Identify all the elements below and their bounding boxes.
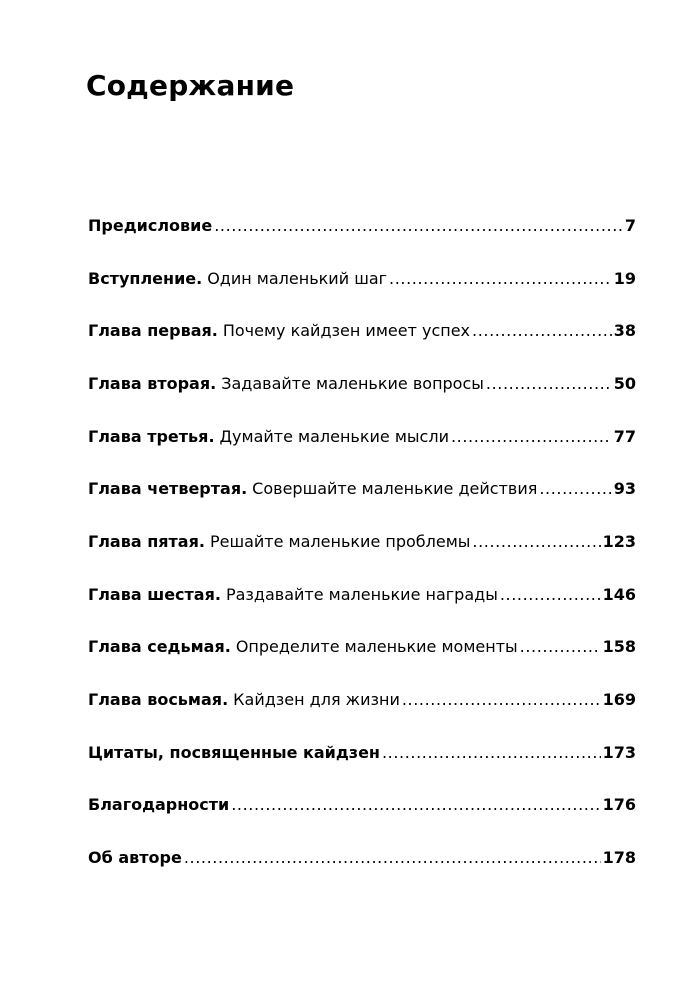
dot-leader	[539, 476, 611, 502]
toc-entry-preface[interactable]	[88, 213, 636, 239]
toc-entry-page: 146	[602, 584, 636, 604]
toc-entry-label: Цитаты, посвященные кайдзен	[88, 742, 380, 762]
toc-entry-page: 178	[602, 847, 636, 867]
toc-entry-page: 173	[602, 742, 636, 762]
toc-entry-page: 19	[613, 268, 636, 288]
toc-entry-chapter-1[interactable]	[88, 318, 636, 344]
toc-entry-page: 38	[613, 321, 636, 341]
dot-leader	[231, 792, 600, 818]
toc-entry-chapter-6[interactable]	[88, 582, 636, 608]
toc-entry-page: 123	[602, 531, 636, 551]
toc-entry-chapter-8[interactable]	[88, 687, 636, 713]
toc-entry-label: Глава первая.	[88, 321, 218, 341]
toc-entry-about-author[interactable]	[88, 845, 636, 871]
dot-leader	[214, 213, 623, 239]
toc-entry-chapter-5[interactable]	[88, 529, 636, 555]
toc-entry-chapter-7[interactable]	[88, 634, 636, 660]
toc-entry-label: Глава четвертая.	[88, 479, 248, 499]
table-of-contents	[88, 213, 636, 871]
dot-leader	[451, 424, 612, 450]
toc-entry-subtitle: Совершайте маленькие действия	[252, 479, 538, 499]
dot-leader	[472, 529, 600, 555]
toc-entry-label: Глава восьмая.	[88, 689, 229, 709]
dot-leader	[382, 740, 601, 766]
dot-leader	[486, 371, 612, 397]
toc-entry-subtitle: Определите маленькие моменты	[235, 637, 518, 657]
toc-entry-subtitle: Раздавайте маленькие награды	[225, 584, 498, 604]
dot-leader	[402, 687, 601, 713]
toc-entry-subtitle: Думайте маленькие мысли	[219, 426, 449, 446]
toc-entry-subtitle: Один маленький шаг	[207, 268, 388, 288]
toc-entry-subtitle: Решайте маленькие проблемы	[209, 531, 471, 551]
toc-entry-chapter-2[interactable]	[88, 371, 636, 397]
toc-entry-label: Предисловие	[88, 216, 213, 235]
dot-leader	[184, 845, 601, 871]
toc-entry-page: 7	[624, 216, 636, 235]
toc-entry-page: 176	[602, 795, 636, 815]
toc-entry-label: Глава третья.	[88, 426, 215, 446]
toc-entry-page: 169	[602, 689, 636, 709]
toc-entry-label: Вступление.	[88, 268, 203, 288]
toc-entry-page: 158	[602, 637, 636, 657]
toc-entry-label: Об авторе	[88, 847, 182, 867]
toc-entry-introduction[interactable]	[88, 266, 636, 292]
toc-entry-subtitle: Почему кайдзен имеет успех	[222, 321, 471, 341]
toc-entry-subtitle: Задавайте маленькие вопросы	[221, 373, 484, 393]
toc-entry-page: 77	[613, 426, 636, 446]
toc-entry-label: Глава пятая.	[88, 531, 205, 551]
toc-entry-label: Глава шестая.	[88, 584, 221, 604]
toc-entry-quotes[interactable]	[88, 740, 636, 766]
dot-leader	[472, 318, 612, 344]
page-title: Содержание	[86, 69, 295, 102]
dot-leader	[520, 634, 601, 660]
dot-leader	[500, 582, 601, 608]
toc-entry-chapter-3[interactable]	[88, 424, 636, 450]
toc-entry-page: 50	[613, 373, 636, 393]
toc-entry-subtitle: Кайдзен для жизни	[233, 689, 400, 709]
toc-entry-acknowledgements[interactable]	[88, 792, 636, 818]
toc-entry-page: 93	[613, 479, 636, 499]
toc-entry-label: Глава седьмая.	[88, 637, 231, 657]
dot-leader	[389, 266, 612, 292]
toc-entry-label: Благодарности	[88, 795, 230, 815]
toc-entry-chapter-4[interactable]	[88, 476, 636, 502]
toc-entry-label: Глава вторая.	[88, 373, 217, 393]
